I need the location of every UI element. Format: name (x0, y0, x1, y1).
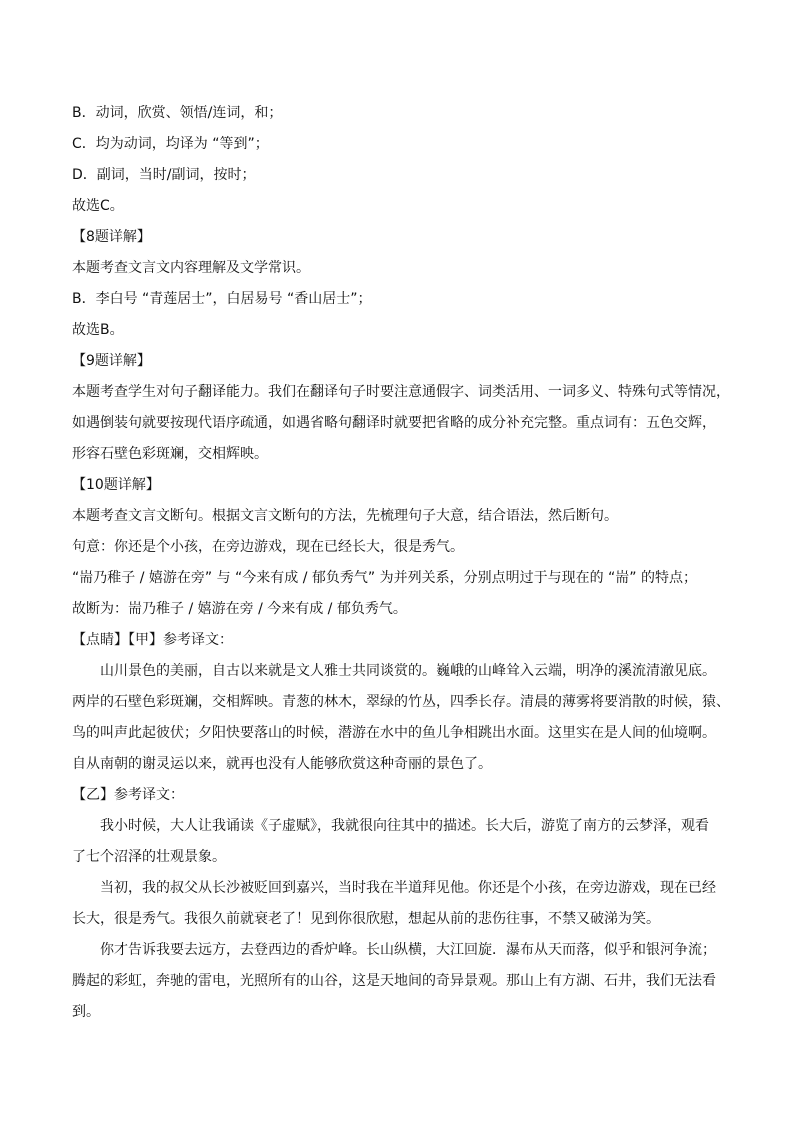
text-line: 形容石壁色彩斑斓，交相辉映。 (72, 446, 268, 462)
text-line: 【9题详解】 (72, 353, 151, 369)
text-line: 本题考查文言文内容理解及文学常识。 (72, 260, 310, 276)
text-line: B．李白号 “青莲居士”，白居易号 “香山居士”； (72, 291, 372, 307)
text-line: 故断为：耑乃稚子 / 嬉游在旁 / 今来有成 / 郁负秀气。 (72, 601, 407, 617)
text-line: 了七个沼泽的壮观景象。 (72, 849, 226, 865)
text-line: 自从南朝的谢灵运以来，就再也没有人能够欣赏这种奇丽的景色了。 (72, 756, 492, 772)
text-line: 【乙】参考译文： (72, 787, 184, 803)
document-body (72, 98, 732, 1028)
text-line: D．副词，当时/副词，按时； (72, 167, 256, 183)
text-line: 你才告诉我要去远方，去登西边的香炉峰。长山纵横，大江回旋．瀑布从天而落，似乎和银河争流； (100, 942, 716, 958)
text-line: 本题考查学生对句子翻译能力。我们在翻译句子时要注意通假字、词类活用、一词多义、特殊句式等情况， (72, 384, 730, 400)
text-line: 故选B。 (72, 322, 124, 338)
text-line: 鸟的叫声此起彼伏；夕阳快要落山的时候，潜游在水中的鱼儿争相跳出水面。这里实在是人间的仙境啊。 (72, 725, 716, 741)
text-line: 两岸的石壁色彩斑斓，交相辉映。青葱的林木，翠绿的竹丛，四季长存。清晨的薄雾将要消散的时候，猿、 (72, 694, 730, 710)
text-line: B．动词，欣赏、领悟/连词，和； (72, 105, 283, 121)
text-line: 如遇倒装句就要按现代语序疏通，如遇省略句翻译时就要把省略的成分补充完整。重点词有：五色交辉， (72, 415, 716, 431)
text-line: 我小时候，大人让我诵读《子虚赋》，我就很向往其中的描述。长大后，游览了南方的云梦泽，观看 (100, 818, 709, 834)
text-line: 本题考查文言文断句。根据文言文断句的方法，先梳理句子大意，结合语法，然后断句。 (72, 508, 618, 524)
text-line: 【10题详解】 (72, 477, 160, 493)
text-line: 当初，我的叔父从长沙被贬回到嘉兴，当时我在半道拜见他。你还是个小孩，在旁边游戏，现在已经 (100, 880, 716, 896)
text-line: 到。 (72, 1004, 100, 1020)
text-line: 句意：你还是个小孩，在旁边游戏，现在已经长大，很是秀气。 (72, 539, 464, 555)
text-line: “耑乃稚子 / 嬉游在旁” 与 “今来有成 / 郁负秀气” 为并列关系，分别点明过于与现在的 “耑” 的特点； (72, 570, 698, 586)
text-line: C．均为动词，均译为 “等到”； (72, 136, 269, 152)
text-line: 腾起的彩虹，奔驰的雷电，光照所有的山谷，这是天地间的奇异景观。那山上有方湖、石井，我们无法看 (72, 973, 716, 989)
text-line: 【点睛】【甲】参考译文： (72, 632, 233, 648)
text-line: 长大，很是秀气。我很久前就衰老了！见到你很欣慰，想起从前的悲伤往事，不禁又破涕为笑。 (72, 911, 660, 927)
text-line: 故选C。 (72, 198, 124, 214)
text-line: 山川景色的美丽，自古以来就是文人雅士共同谈赏的。巍峨的山峰耸入云端，明净的溪流清澈见底。 (100, 663, 716, 679)
text-line: 【8题详解】 (72, 229, 151, 245)
